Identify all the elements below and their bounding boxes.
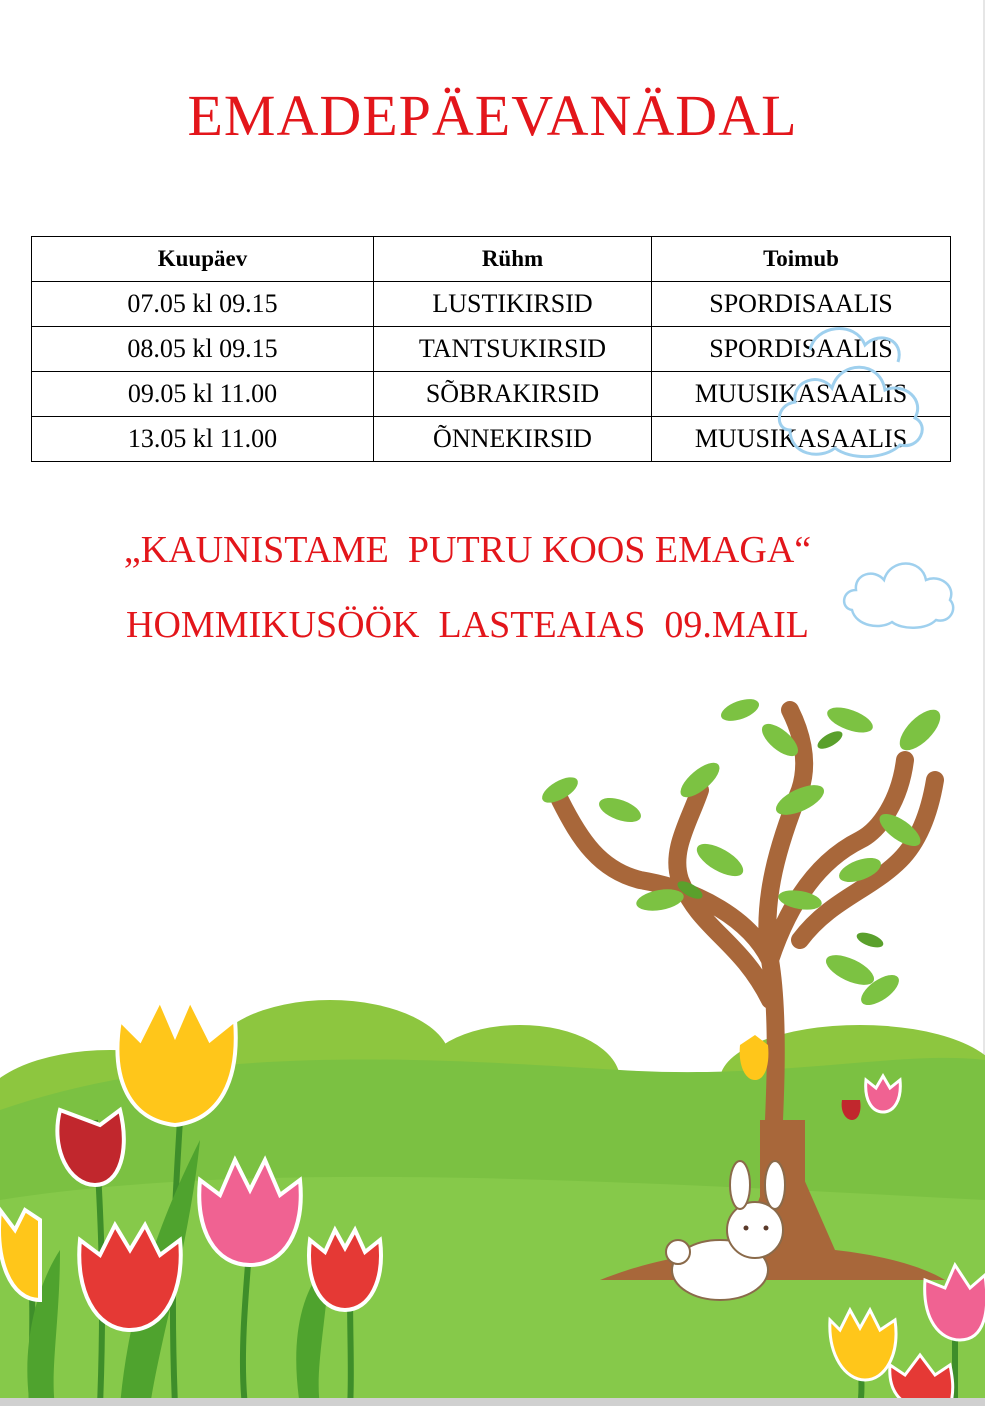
event-subtitle: HOMMIKUSÖÖK LASTEAIAS 09.MAIL bbox=[126, 604, 809, 646]
cell-location: MUUSIKASAALIS bbox=[652, 417, 951, 462]
cell-date: 08.05 kl 09.15 bbox=[32, 327, 374, 372]
cell-date: 07.05 kl 09.15 bbox=[32, 282, 374, 327]
event-title: „KAUNISTAME PUTRU KOOS EMAGA“ bbox=[123, 529, 812, 571]
spring-scene-illustration bbox=[0, 640, 985, 1406]
page-title: EMADEPÄEVANÄDAL bbox=[187, 83, 798, 148]
column-header-group: Rühm bbox=[374, 237, 652, 282]
cloud-icon bbox=[770, 310, 940, 470]
cell-location: MUUSIKASAALIS bbox=[652, 372, 951, 417]
cell-group: LUSTIKIRSID bbox=[374, 282, 652, 327]
column-header-date: Kuupäev bbox=[32, 237, 374, 282]
cell-group: ÕNNEKIRSID bbox=[374, 417, 652, 462]
cell-group: SÕBRAKIRSID bbox=[374, 372, 652, 417]
cloud-icon bbox=[840, 548, 960, 633]
cell-location: SPORDISAALIS bbox=[652, 282, 951, 327]
cell-location: SPORDISAALIS bbox=[652, 327, 951, 372]
table-header-row bbox=[32, 237, 951, 282]
cell-date: 13.05 kl 11.00 bbox=[32, 417, 374, 462]
page-bottom-edge bbox=[0, 1398, 985, 1406]
column-header-location: Toimub bbox=[652, 237, 951, 282]
cell-group: TANTSUKIRSID bbox=[374, 327, 652, 372]
cell-date: 09.05 kl 11.00 bbox=[32, 372, 374, 417]
